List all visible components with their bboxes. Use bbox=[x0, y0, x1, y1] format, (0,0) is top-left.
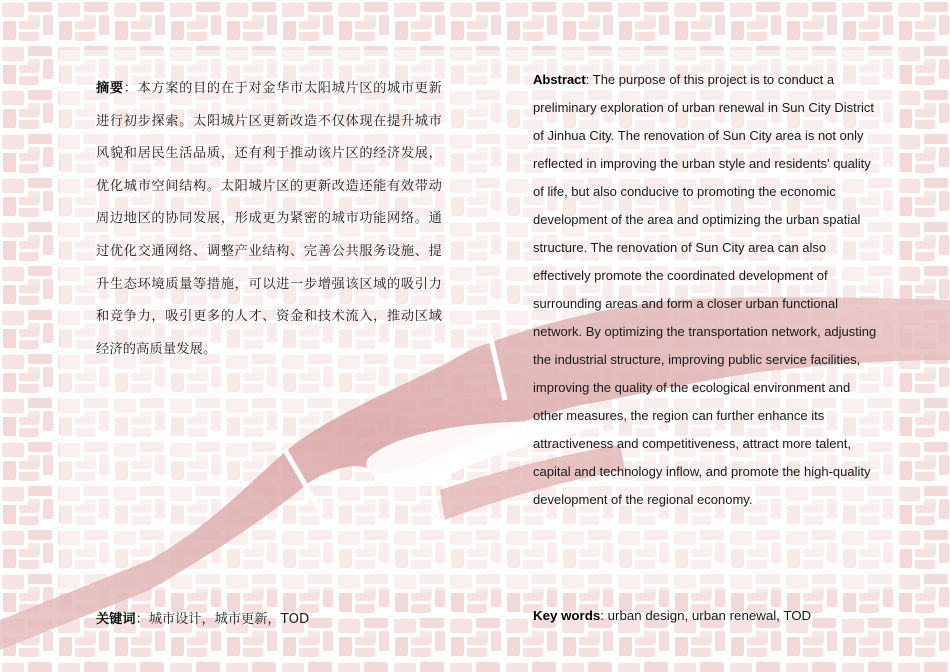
abstract-en-label: Abstract bbox=[533, 72, 586, 87]
abstract-cn-paragraph bbox=[96, 73, 442, 366]
keywords-cn bbox=[96, 608, 309, 627]
abstract-cn-text: 本方案的目的在于对金华市太阳城片区的城市更新进行初步探索。太阳城片区更新改造不仅体现在提升城市风貌和居民生活品质，还有利于推动该片区的经济发展，优化城市空间结构。太阳城片区的更新改造还能有效带动周边地区的协同发展，形成更为紧密的城市功能网络。通过优化交通网络、调整产业结构、完善公共服务设施、提升生态环境质量等措施，可以进一步增强该区域的吸引力和竞争力，吸引更多的人才、资金和技术流入，推动区域经济的高质量发展。 bbox=[96, 81, 442, 357]
abstract-en-separator: : bbox=[585, 72, 593, 87]
abstract-cn-label: 摘要 bbox=[96, 81, 124, 96]
abstract-en-section bbox=[533, 66, 878, 514]
keywords-cn-label: 关键词 bbox=[96, 612, 136, 627]
abstract-cn-section bbox=[96, 73, 442, 366]
keywords-en-separator: : bbox=[600, 608, 608, 623]
abstract-cn-separator: ： bbox=[123, 81, 138, 96]
abstract-en-paragraph bbox=[533, 66, 878, 514]
keywords-en-text: urban design, urban renewal, TOD bbox=[607, 608, 812, 623]
keywords-en-label: Key words bbox=[533, 608, 601, 623]
keywords-cn-text: 城市设计，城市更新，TOD bbox=[148, 612, 310, 627]
keywords-en bbox=[533, 608, 811, 623]
abstract-en-text: The purpose of this project is to conduct a preliminary exploration of urban renewal in Sun City District of Jinhua City. The renovation of Sun City area is not only reflected in improving the urban style and residents' quality of life, but also conducive to promoting the economic development of the area and optimizing the urban spatial structure. The renovation of Sun City area can also effectively promote the coordinated development of surrounding areas and form a closer urban functional network. By optimizing the transportation network, adjusting the industrial structure, improving public service facilities, improving the quality of the ecological environment and other measures, the region can further enhance its attractiveness and competitiveness, attract more talent, capital and technology inflow, and promote the high-quality development of the regional economy. bbox=[533, 72, 877, 507]
keywords-cn-separator: ： bbox=[135, 612, 149, 627]
